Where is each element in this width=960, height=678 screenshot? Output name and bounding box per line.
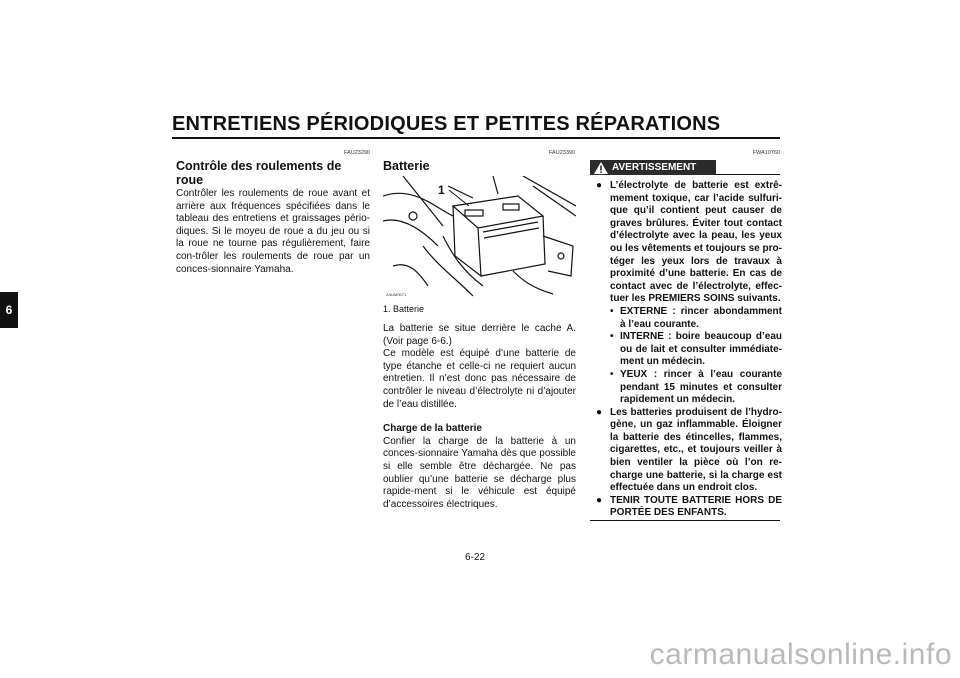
chapter-tab: 6 bbox=[0, 292, 18, 328]
bullet-icon: • bbox=[610, 368, 614, 380]
warning-banner bbox=[590, 160, 716, 175]
bullet-icon: • bbox=[610, 305, 614, 317]
middle-column bbox=[383, 323, 576, 511]
watermark: carmanualsonline.info bbox=[649, 638, 952, 671]
warning-triangle-icon bbox=[594, 162, 608, 174]
warning-content bbox=[596, 180, 782, 520]
bullet-icon: • bbox=[610, 331, 614, 343]
page-number: 6-22 bbox=[465, 552, 486, 563]
battery-drawing bbox=[383, 176, 576, 300]
first-aid-external: EXTERNE : rincer abondamment à l’eau courante. bbox=[620, 305, 782, 330]
warning-end-rule bbox=[590, 520, 780, 521]
callout-leader bbox=[449, 190, 469, 206]
title-rule bbox=[172, 137, 780, 139]
warning-item bbox=[596, 407, 782, 495]
warning-item bbox=[596, 180, 782, 306]
wheel-bearing-text: Contrôler les roulements de roue avant et arrière aux fréquences spécifiées dans le tableau des entretiens et graissages pério-diques. Si le moyeu de roue a du jeu ou si la roue ne tourne pas régulièrement, faire con-trôler les roulements de roue par un conces-sionnaire Yamaha. bbox=[176, 188, 370, 275]
warning-rule bbox=[716, 174, 780, 175]
warning-subitem bbox=[596, 331, 782, 369]
battery-heading: Batterie bbox=[383, 159, 430, 173]
first-aid-internal: INTERNE : boire beaucoup d’eau ou de lait et consulter immédiate-ment un médecin. bbox=[620, 331, 782, 368]
warning-text-children: TENIR TOUTE BATTERIE HORS DE PORTÉE DES ENFANTS. bbox=[610, 494, 782, 519]
bullet-icon: ● bbox=[596, 406, 603, 418]
bullet-icon: ● bbox=[596, 494, 603, 506]
page-title: ENTRETIENS PÉRIODIQUES ET PETITES RÉPARATIONS bbox=[172, 113, 721, 135]
bullet-icon: ● bbox=[596, 180, 603, 191]
callout-number: 1 bbox=[438, 183, 445, 197]
first-aid-eyes: YEUX : rincer à l’eau courante pendant 15 minutes et consulter rapidement un médecin. bbox=[620, 368, 782, 406]
battery-location-text: La batterie se situe derrière le cache A. (Voir page 6-6.) bbox=[383, 323, 576, 347]
battery-charge-heading: Charge de la batterie bbox=[383, 423, 482, 435]
warning-text-hydrogen: Les batteries produisent de l’hydro-gène, un gaz inflammable. Éloigner la batterie des étincelles, flammes, cigarettes, etc., et toujours veiller à bien ventiler la pièce où l’on re-charge une batterie, si la charge est effectuée dans un endroit clos. bbox=[610, 406, 782, 494]
warning-item bbox=[596, 495, 782, 520]
figure-caption: 1. Batterie bbox=[383, 304, 425, 314]
battery-illustration bbox=[383, 176, 576, 300]
warning-text-electrolyte: L’électrolyte de batterie est extrê-mement toxique, car l’acide sulfuri-que qu’il contient peut causer de graves brûlures. Éviter tout contact d’électrolyte avec la peau, les yeux ou les vêtements et toujours se pro-téger les yeux lors de travaux à proximité d’une batterie. En cas de contact avec de l’électrolyte, effec-tuer les PREMIERS SOINS suivants. bbox=[610, 180, 782, 305]
section-code-right: FWA10760 bbox=[752, 150, 780, 156]
photo-code: ZAUM0071 bbox=[386, 292, 407, 297]
warning-subitem bbox=[596, 306, 782, 331]
section-code-left: FAU23290 bbox=[344, 150, 370, 156]
warning-subitem bbox=[596, 369, 782, 407]
section-code-middle: FAU23390 bbox=[549, 150, 575, 156]
left-column bbox=[176, 159, 370, 276]
battery-charge-text: Confier la charge de la batterie à un conces-sionnaire Yamaha dès que possible si elle semble être déchargée. Ne pas oublier qu’une batterie se décharge plus rapide-ment si le véhicule est équipé d’accessoires électriques. bbox=[383, 435, 576, 510]
warning-label: AVERTISSEMENT bbox=[612, 162, 697, 173]
battery-type-text: Ce modèle est équipé d’une batterie de type étanche et celle-ci ne requiert aucun entretien. Il n’est donc pas nécessaire de contrôler le niveau d’électrolyte ni d’ajouter de l’eau distillée. bbox=[383, 348, 576, 410]
wheel-bearing-heading: Contrôle des roulements de roue bbox=[176, 159, 342, 187]
